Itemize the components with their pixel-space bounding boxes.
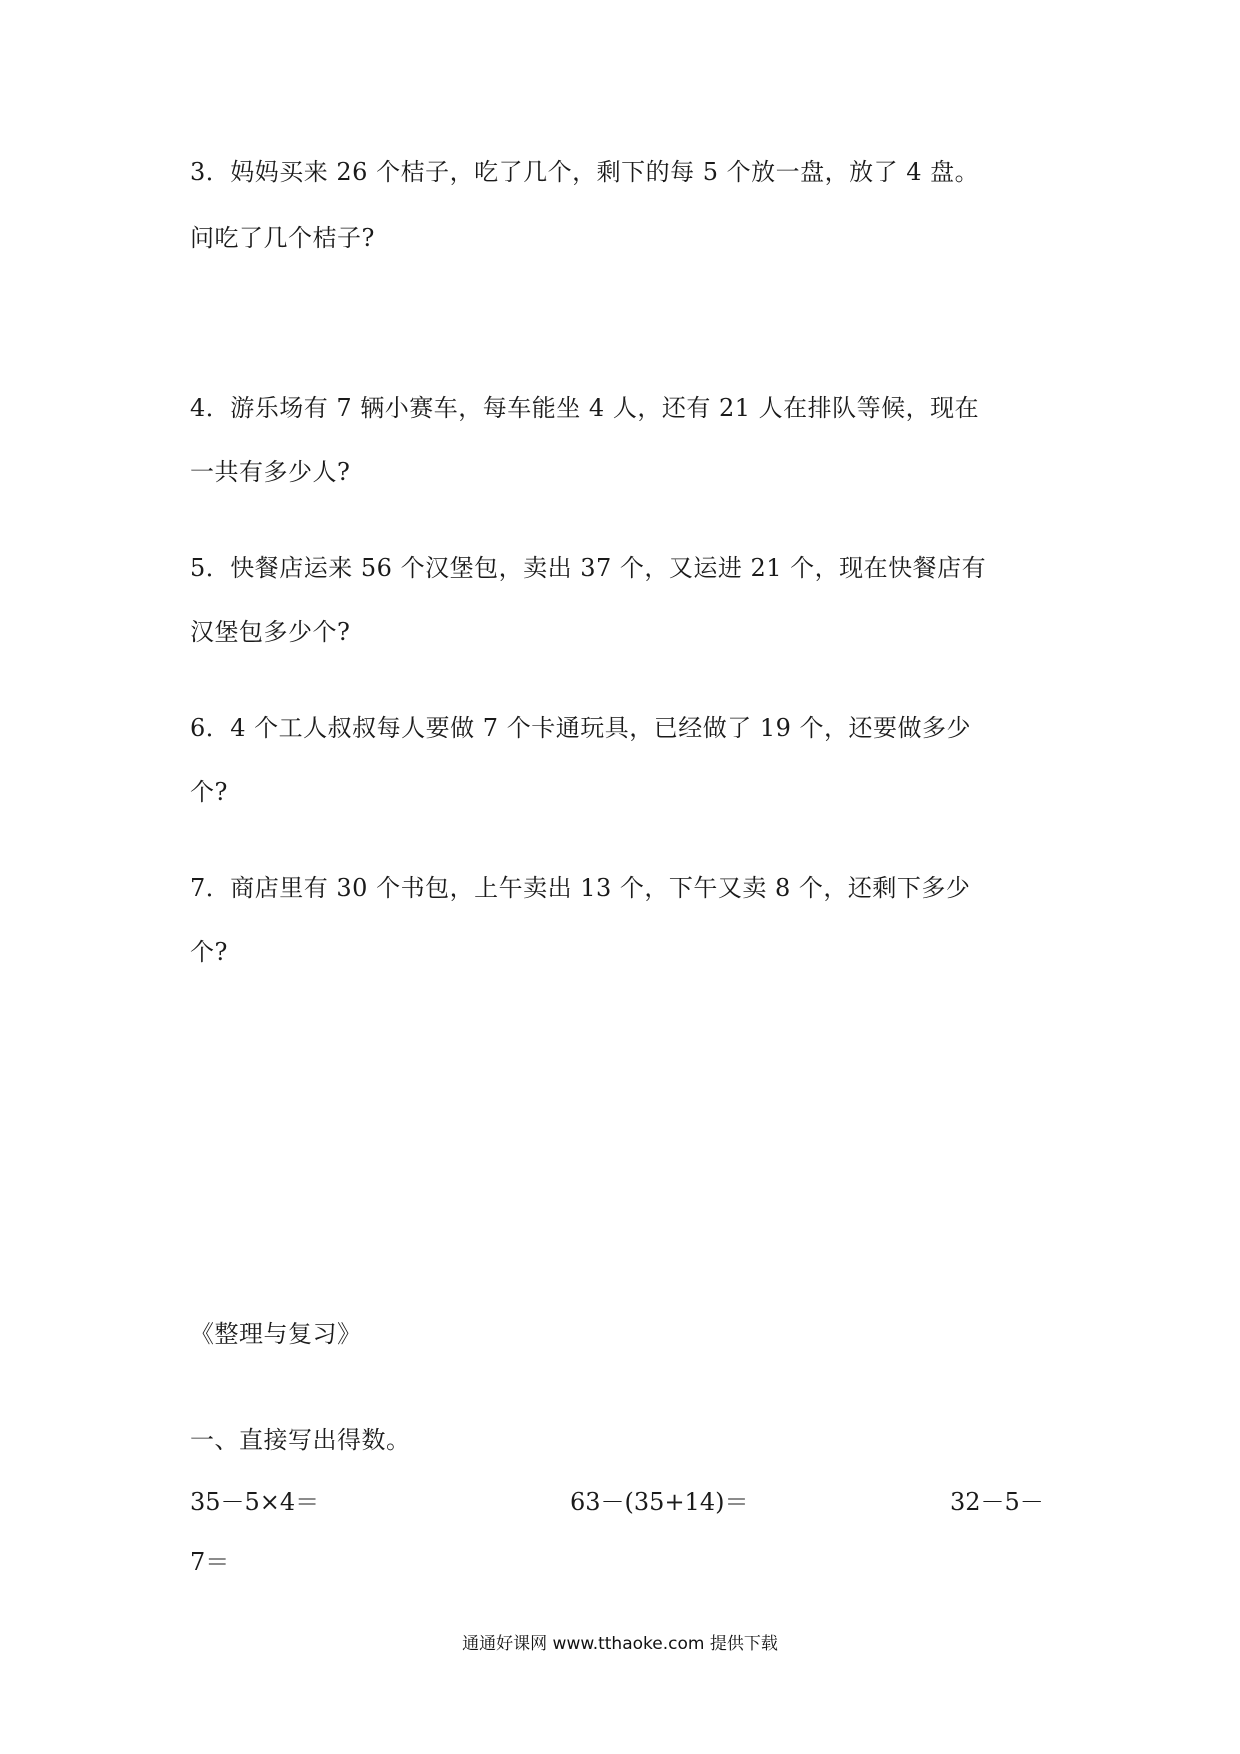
question-3-line-1: 3．妈妈买来 26 个桔子，吃了几个，剩下的每 5 个放一盘，放了 4 盘。	[190, 158, 980, 186]
question-7-line-1: 7．商店里有 30 个书包，上午卖出 13 个，下午又卖 8 个，还剩下多少	[190, 874, 971, 902]
question-5-line-1: 5．快餐店运来 56 个汉堡包，卖出 37 个，又运进 21 个，现在快餐店有	[190, 554, 987, 582]
expression-3: 32－5－	[950, 1488, 1044, 1516]
question-4-line-2: 一共有多少人?	[190, 458, 351, 486]
question-7-line-2: 个?	[190, 938, 228, 966]
question-6-line-1: 6．4 个工人叔叔每人要做 7 个卡通玩具，已经做了 19 个，还要做多少	[190, 714, 971, 742]
question-3-line-2: 问吃了几个桔子?	[190, 224, 375, 252]
footer-attribution: 通通好课网 www.tthaoke.com 提供下载	[462, 1634, 778, 1654]
expression-3-continuation: 7＝	[190, 1548, 230, 1576]
question-5-line-2: 汉堡包多少个?	[190, 618, 351, 646]
section-instruction: 一、直接写出得数。	[190, 1426, 411, 1454]
expression-1: 35－5×4＝	[190, 1488, 320, 1516]
section-title: 《整理与复习》	[190, 1320, 362, 1348]
question-4-line-1: 4．游乐场有 7 辆小赛车，每车能坐 4 人，还有 21 人在排队等候，现在	[190, 394, 980, 422]
expression-2: 63－(35+14)＝	[570, 1488, 749, 1516]
question-6-line-2: 个?	[190, 778, 228, 806]
